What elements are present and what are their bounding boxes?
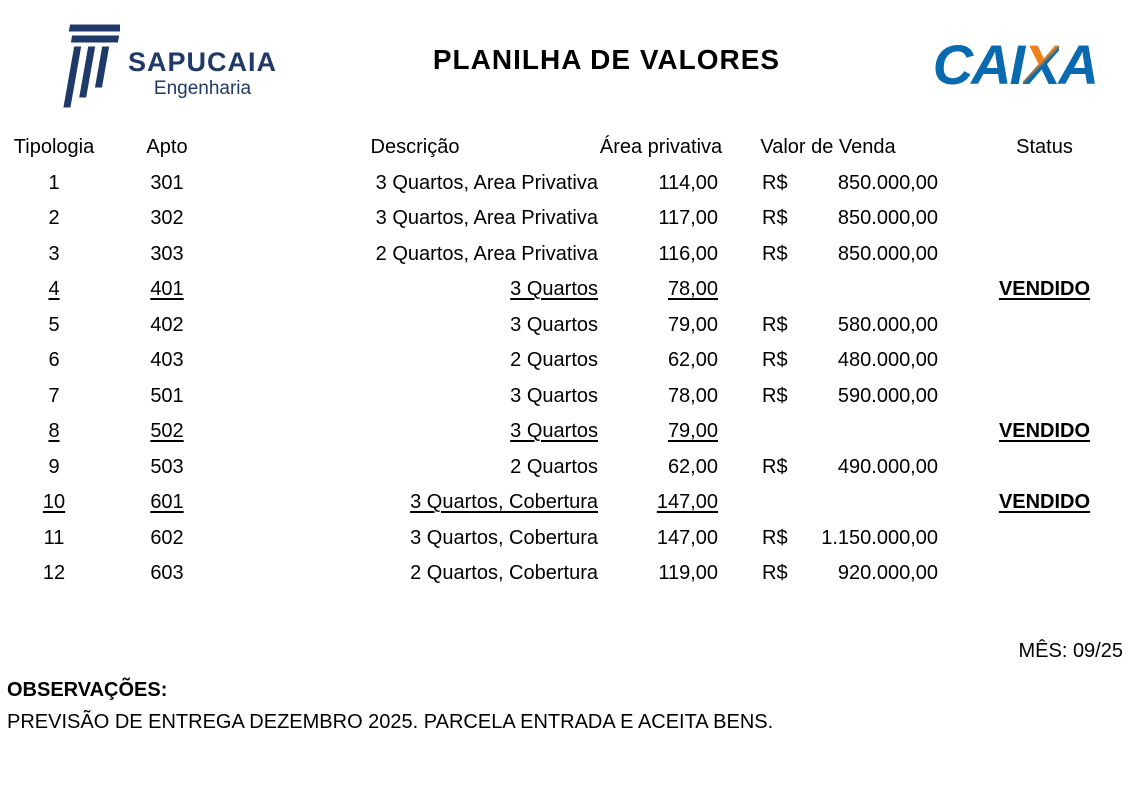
cell-tipologia: 7 — [48, 384, 60, 407]
cell-area: 79,00 — [667, 420, 718, 443]
cell-apto: 402 — [150, 313, 184, 336]
cell-area: 62,00 — [667, 349, 718, 372]
cell-valor: 1.150.000,00 — [821, 526, 938, 549]
col-header-tipologia: Tipologia — [13, 136, 95, 159]
table-row — [0, 485, 1139, 521]
cell-apto: 501 — [150, 384, 184, 407]
table-row — [0, 414, 1139, 450]
col-header-area: Área privativa — [599, 136, 723, 159]
cell-currency: R$ — [762, 171, 788, 194]
cell-descricao: 3 Quartos — [510, 420, 598, 443]
cell-apto: 302 — [150, 207, 184, 230]
cell-status: VENDIDO — [998, 278, 1091, 301]
cell-apto: 603 — [150, 562, 184, 585]
table-row — [0, 201, 1139, 237]
cell-area: 78,00 — [667, 278, 718, 301]
table-row — [0, 556, 1139, 592]
cell-currency: R$ — [762, 455, 788, 478]
cell-currency: R$ — [762, 526, 788, 549]
cell-area: 117,00 — [658, 207, 718, 230]
cell-descricao: 3 Quartos — [510, 384, 598, 407]
cell-tipologia: 11 — [43, 526, 65, 549]
cell-tipologia: 4 — [48, 278, 60, 301]
cell-currency: R$ — [762, 313, 788, 336]
cell-valor: 850.000,00 — [837, 242, 938, 265]
observations-title: OBSERVAÇÕES: — [7, 678, 168, 701]
cell-valor: 850.000,00 — [837, 171, 938, 194]
cell-currency: R$ — [762, 384, 788, 407]
observations-text: PREVISÃO DE ENTREGA DEZEMBRO 2025. PARCELA ENTRADA E ACEITA BENS. — [7, 710, 774, 733]
cell-descricao: 3 Quartos, Area Privativa — [375, 207, 598, 230]
values-table — [0, 130, 1139, 592]
table-row — [0, 521, 1139, 557]
sapucaia-logo-text — [128, 48, 277, 100]
caixa-x-icon: X — [1023, 33, 1059, 96]
cell-status: VENDIDO — [998, 491, 1091, 514]
table-row — [0, 237, 1139, 273]
cell-descricao: 3 Quartos — [510, 313, 598, 336]
cell-apto: 303 — [150, 242, 184, 265]
cell-valor: 590.000,00 — [837, 384, 938, 407]
table-row — [0, 343, 1139, 379]
cell-tipologia: 9 — [48, 455, 60, 478]
cell-area: 147,00 — [656, 491, 718, 514]
cell-currency: R$ — [762, 349, 788, 372]
caixa-logo-part: A — [1058, 33, 1097, 96]
cell-area: 114,00 — [658, 171, 718, 194]
col-header-valor: Valor de Venda — [760, 136, 896, 159]
cell-currency: R$ — [762, 242, 788, 265]
sapucaia-logo — [58, 22, 428, 108]
cell-area: 79,00 — [667, 313, 718, 336]
table-body — [0, 166, 1139, 592]
cell-area: 116,00 — [658, 242, 718, 265]
cell-descricao: 3 Quartos, Cobertura — [410, 526, 598, 549]
table-row — [0, 166, 1139, 202]
cell-valor: 850.000,00 — [837, 207, 938, 230]
table-row — [0, 308, 1139, 344]
col-header-status: Status — [1016, 136, 1073, 159]
cell-descricao: 3 Quartos, Area Privativa — [375, 171, 598, 194]
table-row — [0, 379, 1139, 415]
cell-valor: 920.000,00 — [837, 562, 938, 585]
cell-valor: 480.000,00 — [837, 349, 938, 372]
cell-valor: 580.000,00 — [837, 313, 938, 336]
cell-apto: 401 — [150, 278, 184, 301]
col-header-apto: Apto — [146, 136, 188, 159]
cell-apto: 602 — [150, 526, 184, 549]
company-name: SAPUCAIA — [128, 47, 278, 77]
cell-descricao: 2 Quartos — [510, 455, 598, 478]
month-label: MÊS: 09/25 — [1018, 639, 1123, 662]
cell-descricao: 2 Quartos, Cobertura — [410, 562, 598, 585]
cell-tipologia: 12 — [42, 562, 66, 585]
table-row — [0, 450, 1139, 486]
cell-status: VENDIDO — [998, 420, 1091, 443]
header — [0, 0, 1139, 116]
cell-descricao: 3 Quartos, Cobertura — [410, 491, 598, 514]
cell-apto: 502 — [150, 420, 184, 443]
cell-tipologia: 10 — [42, 491, 66, 514]
cell-tipologia: 3 — [48, 242, 60, 265]
cell-descricao: 2 Quartos — [510, 349, 598, 372]
cell-apto: 403 — [150, 349, 184, 372]
cell-currency: R$ — [762, 207, 788, 230]
caixa-logo — [785, 33, 1115, 96]
caixa-logo-part: CAI — [932, 33, 1024, 96]
cell-area: 119,00 — [658, 562, 718, 585]
table-header-row — [0, 130, 1139, 166]
cell-tipologia: 8 — [48, 420, 60, 443]
cell-tipologia: 5 — [48, 313, 60, 336]
cell-apto: 301 — [150, 171, 184, 194]
cell-area: 147,00 — [656, 526, 718, 549]
cell-area: 78,00 — [667, 384, 718, 407]
cell-apto: 601 — [150, 491, 184, 514]
cell-apto: 503 — [150, 455, 184, 478]
page-title: PLANILHA DE VALORES — [432, 43, 781, 75]
table-row — [0, 272, 1139, 308]
cell-area: 62,00 — [667, 455, 718, 478]
company-subtitle: Engenharia — [153, 78, 252, 100]
column-icon — [58, 22, 120, 108]
cell-valor: 490.000,00 — [837, 455, 938, 478]
col-header-descricao: Descrição — [370, 136, 460, 159]
cell-tipologia: 1 — [48, 171, 60, 194]
cell-descricao: 2 Quartos, Area Privativa — [375, 242, 598, 265]
cell-descricao: 3 Quartos — [510, 278, 598, 301]
cell-tipologia: 2 — [48, 207, 60, 230]
cell-currency: R$ — [762, 562, 788, 585]
cell-tipologia: 6 — [48, 349, 60, 372]
